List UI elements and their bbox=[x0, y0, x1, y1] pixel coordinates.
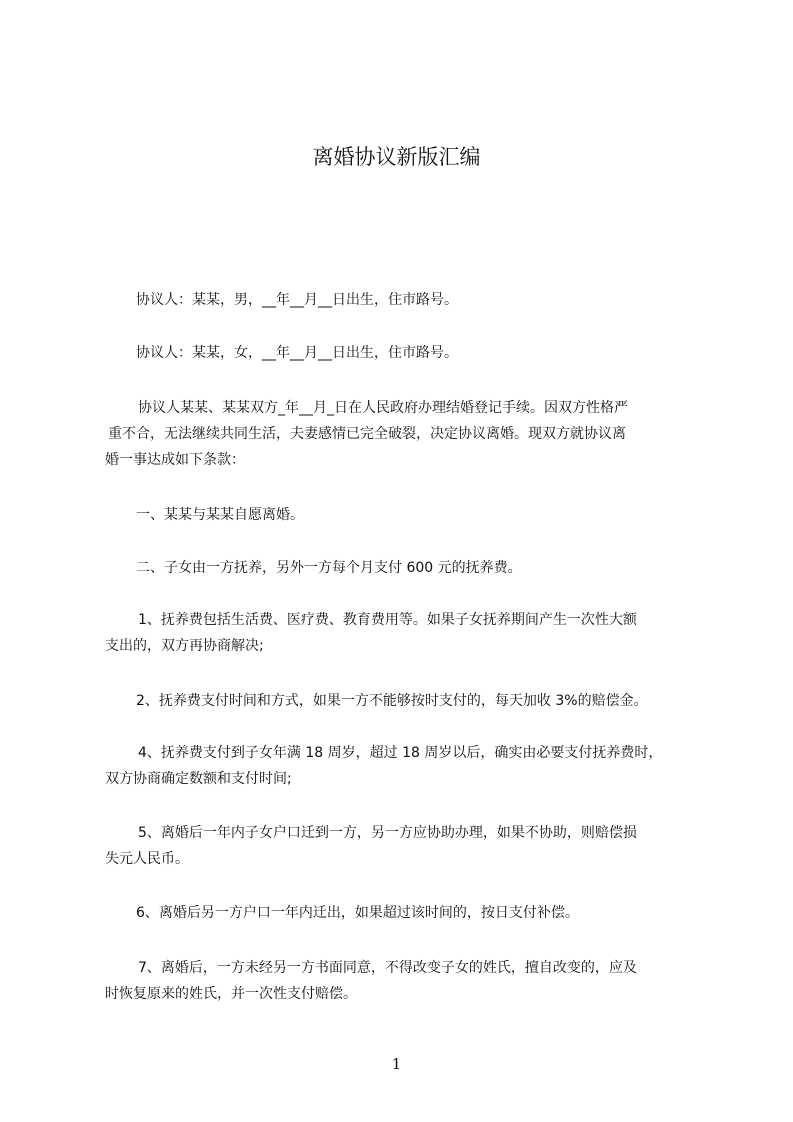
paragraph-line: 失元人民币。 bbox=[105, 851, 189, 867]
paragraph-line: 协议人某某、某某双方_年__月_日在人民政府办理结婚登记手续。因双方性格严 bbox=[138, 400, 628, 416]
paragraph-line: 双方协商确定数额和支付时间; bbox=[105, 771, 292, 787]
paragraph-line: 重不合，无法继续共同生活，夫妻感情已完全破裂，决定协议离婚。现双方就协议离 bbox=[108, 426, 626, 442]
document-title: 离婚协议新版汇编 bbox=[312, 145, 481, 169]
paragraph-clause-2 bbox=[136, 555, 522, 581]
paragraph-line: 1、抚养费包括生活费、医疗费、教育费用等。如果子女抚养期间产生一次性大额 bbox=[138, 612, 637, 628]
paragraph-line: 支出的，双方再协商解决; bbox=[105, 638, 264, 654]
page-number: 1 bbox=[391, 1055, 402, 1073]
paragraph-item-2 bbox=[136, 688, 648, 714]
paragraph-item-1 bbox=[105, 607, 637, 659]
paragraph-line: 4、抚养费支付到子女年满 18 周岁，超过 18 周岁以后，确实由必要支付抚养费时， bbox=[138, 745, 663, 761]
paragraph-line: 7、离婚后，一方未经另一方书面同意，不得改变子女的姓氏，擅自改变的，应及 bbox=[138, 960, 637, 976]
paragraph-item-6 bbox=[136, 900, 579, 926]
paragraph-item-4 bbox=[105, 740, 662, 792]
paragraph-line: 二、子女由一方抚养，另外一方每个月支付 600 元的抚养费。 bbox=[136, 560, 522, 576]
paragraph-line: 协议人：某某，男，__年__月__日出生，住市路号。 bbox=[136, 292, 458, 308]
paragraph-line: 婚一事达成如下条款： bbox=[105, 452, 245, 468]
paragraph-item-7 bbox=[105, 955, 637, 1007]
paragraph-preamble bbox=[105, 395, 628, 473]
paragraph-clause-1 bbox=[136, 502, 304, 528]
paragraph-item-5 bbox=[105, 820, 637, 872]
paragraph-line: 5、离婚后一年内子女户口迁到一方，另一方应协助办理，如果不协助，则赔偿损 bbox=[138, 825, 637, 841]
paragraph-line: 协议人：某某，女，__年__月__日出生，住市路号。 bbox=[136, 345, 458, 361]
paragraph-line: 时恢复原来的姓氏，并一次性支付赔偿。 bbox=[105, 986, 357, 1002]
paragraph-line: 2、抚养费支付时间和方式，如果一方不能够按时支付的，每天加收 3%的赔偿金。 bbox=[136, 693, 648, 709]
paragraph-line: 一、某某与某某自愿离婚。 bbox=[136, 507, 304, 523]
paragraph-party-male bbox=[136, 287, 458, 313]
paragraph-line: 6、离婚后另一方户口一年内迁出，如果超过该时间的，按日支付补偿。 bbox=[136, 905, 579, 921]
paragraph-party-female bbox=[136, 340, 458, 366]
